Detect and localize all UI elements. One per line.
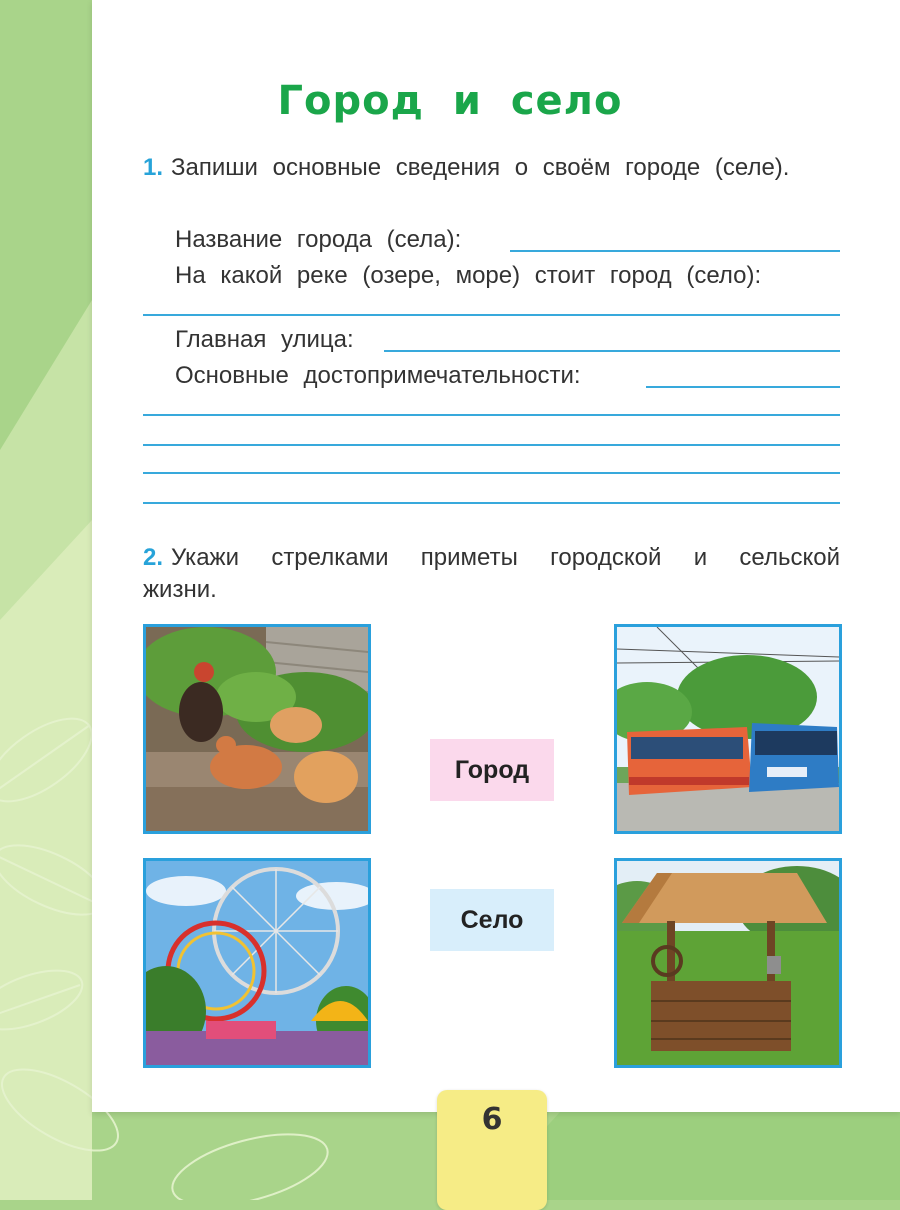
task-2-instruction: [143, 542, 840, 606]
sights-label: Основные достопримечательности:: [175, 362, 581, 389]
task-1-number: 1.: [143, 154, 164, 181]
page-title: Город и село: [277, 78, 623, 124]
tram-photo[interactable]: [614, 624, 842, 834]
main-street-label: Главная улица:: [175, 326, 354, 353]
task-1-text: Запиши основные сведения о своём городе (селе).: [171, 154, 790, 181]
sights-answer-line[interactable]: [143, 472, 840, 474]
sights-answer-line[interactable]: [143, 502, 840, 504]
page-number-tab: [437, 1090, 547, 1210]
city-name-label: Название города (села):: [175, 226, 462, 253]
sights-answer-line[interactable]: [646, 386, 840, 388]
task-2-text: Укажи стрелками приметы городской и сельской жизни.: [143, 544, 840, 603]
city-label-card[interactable]: Город: [430, 739, 554, 801]
river-label: На какой реке (озере, море) стоит город (село):: [175, 262, 762, 289]
main-street-answer-line[interactable]: [384, 350, 840, 352]
task-2-number: 2.: [143, 544, 164, 571]
village-label-card[interactable]: Село: [430, 889, 554, 951]
page-number: 6: [481, 1102, 503, 1137]
city-name-answer-line[interactable]: [510, 250, 840, 252]
ferris-wheel-photo[interactable]: [143, 858, 371, 1068]
chickens-photo[interactable]: [143, 624, 371, 834]
sights-answer-line[interactable]: [143, 444, 840, 446]
water-well-photo[interactable]: [614, 858, 842, 1068]
sights-answer-line[interactable]: [143, 414, 840, 416]
task-1-instruction: [143, 152, 840, 184]
river-answer-line[interactable]: [143, 314, 840, 316]
